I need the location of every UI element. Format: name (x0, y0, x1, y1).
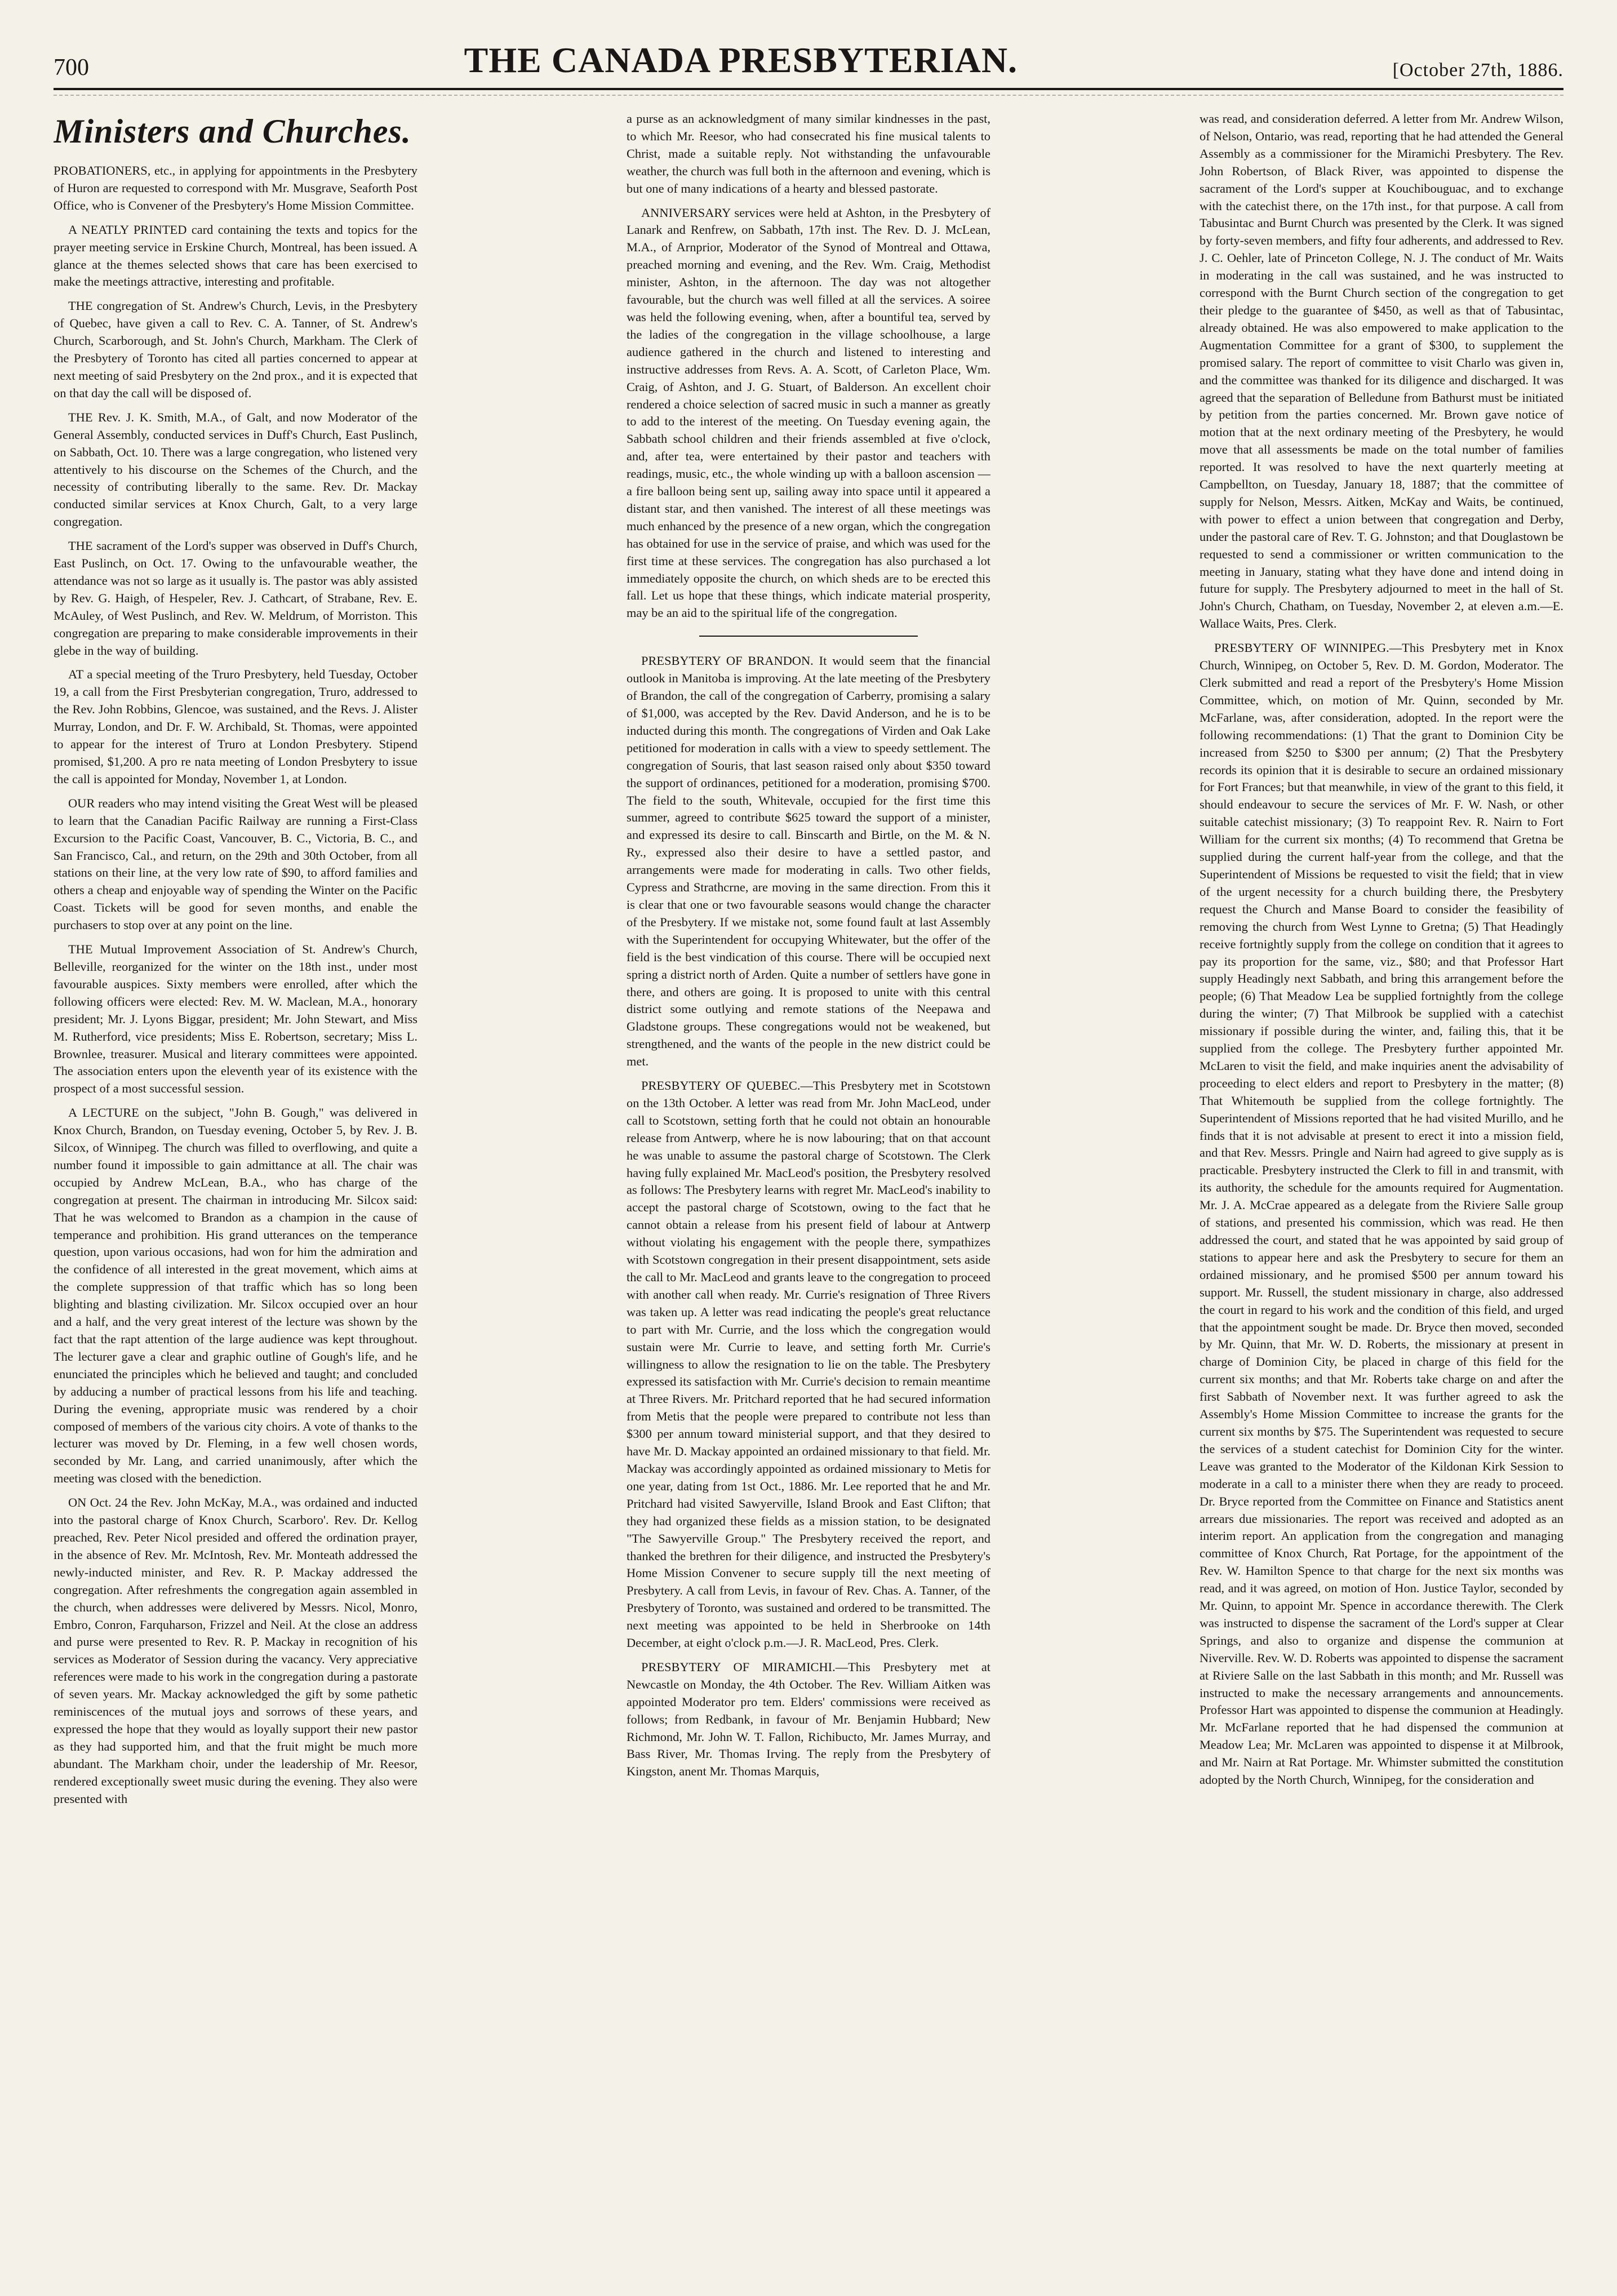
paragraph: THE congregation of St. Andrew's Church, Levis, in the Presbytery of Quebec, have given a call to Rev. C. A. Tanner, of St. Andrew's Church, Scarborough, and St. John's Church, Markham. The Clerk of the Presbytery of Toronto has cited all parties concerned to appear at next meeting of said Presbytery on the 2nd prox., and it is expected that on that day the call will be disposed of. (54, 299, 417, 400)
column-2 (627, 110, 990, 2268)
column-1 (54, 110, 417, 2268)
paragraph: OUR readers who may intend visiting the Great West will be pleased to learn that the Canadian Pacific Railway are running a First-Class Excursion to the Pacific Coast, Vancouver, B. C., Victoria, B. C., and San Francisco, Cal., and return, on the 29th and 30th October, from all stations on their line, at the very low rate of $90, to afford families and others a cheap and enjoyable way of spending the Winter on the Pacific Coast. Tickets will be good for seven months, and enable the purchasers to stop over at any point on the line. (54, 796, 417, 932)
paragraph: THE Rev. J. K. Smith, M.A., of Galt, and now Moderator of the General Assembly, conducted services in Duff's Church, East Puslinch, on Sabbath, Oct. 10. There was a large congregation, who listened very attentively to his discourse on the Schemes of the Church, and the necessity of contributing liberally to the same. Rev. Dr. Mackay conducted similar services at Knox Church, Galt, to a very large congregation. (54, 410, 417, 529)
paragraph: ON Oct. 24 the Rev. John McKay, M.A., was ordained and inducted into the pastoral charge of Knox Church, Scarboro'. Rev. Dr. Kellog preached, Rev. Peter Nicol presided and offered the ordination prayer, in the absence of Rev. Mr. McIntosh, Rev. Mr. Monteath addressed the newly-inducted minister, and Rev. R. P. Mackay addressed the congregation. After refreshments the congregation again assembled in the church, when addresses were delivered by Messrs. Nicol, Monro, Embro, Conron, Farquharson, Frizzel and Neil. At the close an address and purse were presented to Rev. R. P. Mackay in recognition of his services as Moderator of Session during the vacancy. Very appreciative references were made to his work in the congregation during a pastorate of seven years. Mr. Mackay acknowledged the gift by some pathetic reminiscences of the mutual joys and sorrows of these years, and expressed the hope that they would as loyally support their new pastor as they had supported him, and that the fruit might be much more abundant. The Markham choir, under the leadership of Mr. Reesor, rendered exceptionally sweet music during the evening. They also were presented with (54, 1495, 417, 1806)
paragraph: PROBATIONERS, etc., in applying for appointments in the Presbytery of Huron are requested to correspond with Mr. Musgrave, Seaforth Post Office, who is Convener of the Presbytery's Home Mission Committee. (54, 163, 417, 212)
paragraph: PRESBYTERY OF BRANDON. It would seem that the financial outlook in Manitoba is improving. At the late meeting of the Presbytery of Brandon, the call of the congregation of Carberry, promising a salary of $1,000, was accepted by the Rev. David Anderson, and he is to be inducted during this month. The congregations of Virden and Oak Lake petitioned for moderation in calls with a view to speedy settlement. The congregation of Souris, that last season raised only about $350 toward the support of ordinances, petitioned for a moderation, promising $700. The field to the south, Whitevale, occupied for the first time this summer, agreed to contribute $625 toward the support of a minister, and expressed its desire to call. Binscarth and Birtle, on the M. & N. Ry., expressed also their desire to have a settled pastor, and arrangements were made for moderating in calls. Two other fields, Cypress and Strathcrne, are moving in the same direction. From this it is clear that one or two favourable seasons would change the character of the Presbytery. If we mistake not, some found fault at last Assembly with the Superintendent for occupying Whitewater, but the offer of the field is the best vindication of this course. There will be occupied next spring a district north of Arden. Quite a number of settlers have gone in there, and others are going. It is proposed to unite with this central district some outlying and remote stations of the Neepawa and Gladstone groups. These congregations would not be weakened, but strengthened, and the wants of the people in the new district could be met. (627, 654, 990, 1069)
journal-title: THE CANADA PRESBYTERIAN. (464, 40, 1018, 80)
page-header (54, 39, 1563, 81)
paragraph: THE Mutual Improvement Association of St. Andrew's Church, Belleville, reorganized for the winter on the 18th inst., under most favourable auspices. Sixty members were enrolled, after which the following officers were elected: Rev. M. W. Maclean, M.A., honorary president; Mr. J. Lyons Biggar, president; Mr. John Stewart, and Miss M. Rutherford, vice presidents; Miss E. Robertson, secretary; Miss L. Brownlee, treasurer. Musical and literary committees were appointed. The association enters upon the eleventh year of its existence with the prospect of a most successful session. (54, 942, 417, 1096)
paragraph: a purse as an acknowledgment of many similar kindnesses in the past, to which Mr. Reesor, who had consecrated his fine musical talents to Christ, made a suitable reply. Not withstanding the unfavourable weather, the church was full both in the afternoon and evening, which is but one of many indications of a hearty and blessed pastorate. (627, 112, 990, 196)
column-3 (1200, 110, 1563, 2268)
issue-date: [October 27th, 1886. (1392, 60, 1563, 81)
paragraph: was read, and consideration deferred. A letter from Mr. Andrew Wilson, of Nelson, Ontario, was read, reporting that he had attended the General Assembly as a commissioner for the Miramichi Presbytery. The Rev. John Robertson, of Black River, was appointed to dispense the sacrament of the Lord's supper at Kouchibouguac, and to exchange with the catechist there, on the 17th inst., for that purpose. A call from Tabusintac and Burnt Church was presented by the Clerk. It was signed by forty-seven members, and fifty four adherents, and addressed to Rev. J. C. Oehler, late of Princeton College, N. J. The conduct of Mr. Waits in moderating in the call was sustained, and he was instructed to correspond with the Burnt Church section of the congregation to get their pledge to the guarantee of $450, as well as that of Tabusintac, already obtained. He was also empowered to make application to the Augmentation Committee for a grant of $300, to supplement the promised salary. The report of committee to visit Charlo was given in, and the committee was thanked for its diligence and discharged. It was agreed that the separation of Belledune from Bathurst must be initiated by petition from the parties concerned. Mr. Brown gave notice of motion that at the next ordinary meeting of the Presbytery, he would move that all assessments be made on the total number of families reported. It was resolved to have the next quarterly meeting at Campbellton, on Tuesday, January 18, 1887; that the committee of supply for Nelson, Messrs. Aitken, McKay and Waits, be continued, with power to effect a union between that congregation and Derby, under the pastoral care of Rev. T. G. Johnston; and that Douglastown be requested to send a commissioner or written communication to the meeting in January, stating what they have done and intend doing in future for supply. The Presbytery adjourned to meet in the hall of St. John's Church, Chatham, on Tuesday, November 2, at eleven a.m.—E. Wallace Waits, Pres. Clerk. (1200, 112, 1563, 631)
paragraph: PRESBYTERY OF WINNIPEG.—This Presbytery met in Knox Church, Winnipeg, on October 5, Rev. D. M. Gordon, Moderator. The Clerk submitted and read a report of the Presbytery's Home Mission Committee, which, on motion of Mr. Quinn, seconded by Mr. McFarlane, was, after consideration, adopted. In the report were the following recommendations: (1) That the grant to Dominion City be increased from $250 to $300 per annum; (2) That the Presbytery records its opinion that it is desirable to secure an ordained missionary for Fort Frances; but that meanwhile, in view of the grant to this field, it should endeavour to secure the services of Mr. F. W. Nash, or other suitable catechist missionary; (3) To reappoint Rev. R. Nairn to Fort William for the current six months; (4) To recommend that Gretna be supplied during the current half-year from the college, and that the Superintendent of Missions be requested to visit the field; that in view of the urgent necessity for a church building there, the Presbytery request the Church and Manse Board to consider the feasibility of removing the church from West Lynne to Gretna; (5) That Headingly receive fortnightly supply from the college on condition that it agrees to pay its proportion for the same, viz., $80; and that Professor Hart supply Headingly next Sabbath, and bring this arrangement before the people; (6) That Meadow Lea be supplied fortnightly from the college during the winter; (7) That Milbrook be supplied with a catechist missionary if possible during the winter, and, failing this, that it be supplied from the college. The Presbytery further appointed Mr. McLaren to visit the field, and make inquiries anent the advisability of proceeding to elect elders and report to Presbytery in the matter; (8) That Whitemouth be supplied from the college fortnightly. The Superintendent of Missions reported that he had visited Murillo, and he finds that it is not advisable at present to erect it into a mission field, and that Rev. Messrs. Pringle and Nairn had agreed to give supply as is practicable. Presbytery instructed the Clerk to fill in and transmit, with its authority, the schedule for the amounts required for Augmentation. Mr. J. A. McCrae appeared as a delegate from the Riviere Salle group of stations, and presented his commission, which was read. He then addressed the court, and stated that he was appointed by said group of stations to appear here and ask the Presbytery to secure for them an ordained missionary, and he promised $500 per annum toward his support. Mr. Russell, the student missionary in charge, also addressed the court in regard to his work and the condition of this field, and urged that the appointment sought be made. Dr. Bryce then moved, seconded by Mr. Quinn, that Mr. W. D. Roberts, the missionary at present in charge of Dominion City, be placed in charge of this field for the current six months; and that Mr. Roberts take charge on and after the first Sabbath of November next. It was further agreed to ask the Assembly's Home Mission Committee to increase the grants for the current six months by $75. The Superintendent was requested to secure the services of a student catechist for Dominion City for the winter. Leave was granted to the Moderator of the Kildonan Kirk Session to moderate in a call to a minister there when they are ready to proceed. Dr. Bryce reported from the Committee on Finance and Statistics anent arrears due missionaries. The report was received and adopted as an interim report. An application from the congregation and managing committee of Knox Church, Rat Portage, for the appointment of the Rev. W. Hamilton Spence to that charge for the next six months was read, and it was agreed, on motion of Hon. Justice Taylor, seconded by Mr. Quinn, to appoint Mr. Spence in accordance therewith. The Clerk was instructed to dispense the sacrament of the Lord's supper at Clear Springs, and also to organize and dispense the communion at Niverville. Rev. W. D. Roberts was appointed to dispense the sacrament at Riviere Salle on the last Sabbath in this month; and Mr. Russell was instructed to make the necessary arrangements and announcements. Professor Hart was appointed to dispense the communion at Headingly. Mr. McFarlane reported that he had dispensed the communion at Meadow Lea; Mr. McLaren was appointed to dispense it at Milbrook, and Mr. Nairn at Rat Portage. Mr. Whimster submitted the constitution adopted by the North Church, Winnipeg, for the consideration and (1200, 641, 1563, 1787)
paragraph: A NEATLY PRINTED card containing the texts and topics for the prayer meeting service in Erskine Church, Montreal, has been issued. A glance at the themes selected shows that care has been exercised to make the meetings attractive, interesting and profitable. (54, 222, 417, 289)
paragraph: ANNIVERSARY services were held at Ashton, in the Presbytery of Lanark and Renfrew, on Sabbath, 17th inst. The Rev. D. J. McLean, M.A., of Arnprior, Moderator of the Synod of Montreal and Ottawa, preached morning and evening, and the Rev. Wm. Craig, Methodist minister, Ashton, in the afternoon. The day was not altogether favourable, but the church was well filled at all the services. A soiree was held the following evening, when, after a bountiful tea, served by the ladies of the congregation in the village schoolhouse, a large audience gathered in the church and listened to interesting and instructive addresses from Revs. A. A. Scott, of Carleton Place, Wm. Craig, of Ashton, and J. G. Stuart, of Balderson. An excellent choir rendered a choice selection of sacred music in such a manner as greatly to add to the interest of the meeting. On Tuesday evening again, the Sabbath school children and their friends assembled at five o'clock, and, after tea, were entertained by their pastor and teachers with readings, music, etc., the whole winding up with a balloon ascension —a fire balloon being sent up, sailing away into space until it appeared a distant star, and then vanished. The interest of all these meetings was much enhanced by the presence of a new organ, which the congregation has obtained for use in the service of praise, and which was used for the first time at these services. The congregation has also purchased a lot immediately opposite the church, on which sheds are to be erected this fall. Let us hope that these things, which indicate material prosperity, may be an aid to the spiritual life of the congregation. (627, 205, 990, 620)
paragraph: AT a special meeting of the Truro Presbytery, held Tuesday, October 19, a call from the First Presbyterian congregation, Truro, addressed to the Rev. John Robbins, Glencoe, was sustained, and the Revs. J. Alister Murray, London, and Dr. F. W. Archibald, St. Thomas, were appointed to appear for the interest of Truro at London Presbytery. Stipend promised, $1,200. A pro re nata meeting of London Presbytery to issue the call is appointed for Monday, November 1, at London. (54, 667, 417, 786)
page-number: 700 (54, 55, 89, 81)
paragraph: PRESBYTERY OF QUEBEC.—This Presbytery met in Scotstown on the 13th October. A letter was read from Mr. John MacLeod, under call to Scotstown, setting forth that he could not obtain an honourable release from Antwerp, where he is now labouring; that on that account he was unable to assume the pastoral charge of Scotstown. The Clerk having fully explained Mr. MacLeod's position, the Presbytery resolved as follows: The Presbytery learns with regret Mr. MacLeod's inability to accept the pastoral charge of Scotstown, owing to the fact that he cannot obtain a release from his present field of labour at Antwerp without violating his engagement with the people there, sympathizes with Scotstown congregation in their present disappointment, sets aside the call to Mr. MacLeod and grants leave to the congregation to proceed with another call when ready. Mr. Currie's resignation of Three Rivers was taken up. A letter was read indicating the people's great reluctance to part with Mr. Currie, and the loss which the congregation would sustain were Mr. Currie to leave, and setting forth Mr. Currie's willingness to allow the resignation to lie on the table. The Presbytery expressed its satisfaction with Mr. Currie's decision to remain meantime at Three Rivers. Mr. Pritchard reported that he had secured information from Metis that the people were prepared to contribute not less than $300 per annum toward ministerial support, and that they desired to have Mr. D. Mackay appointed an ordained missionary to that field. Mr. Mackay was accordingly appointed as ordained missionary to Metis for one year, dating from 1st Oct., 1886. Mr. Lee reported that he and Mr. Pritchard had visited Sawyerville, Island Brook and East Clifton; that they had organized these fields as a mission station, to be designated "The Sawyerville Group." The Presbytery received the report, and thanked the brethren for their diligence, and instructed the Presbytery's Home Mission Convener to secure supply till the next meeting of Presbytery. A call from Levis, in favour of Rev. Chas. A. Tanner, of the Presbytery of Toronto, was sustained and ordered to be transmitted. The next meeting was appointed to be held in Sherbrooke on 14th December, at eight o'clock p.m.—J. R. MacLeod, Pres. Clerk. (627, 1078, 990, 1650)
article-separator (699, 636, 918, 637)
article-columns (54, 110, 1563, 2268)
paragraph: PRESBYTERY OF MIRAMICHI.—This Presbytery met at Newcastle on Monday, the 4th October. The Rev. William Aitken was appointed Moderator pro tem. Elders' commissions were received as follows; from Redbank, in favour of Mr. Benjamin Hubbard; New Richmond, Mr. John W. T. Fallon, Richibucto, Mr. James Murray, and Bass River, Mr. Thomas Irving. The reply from the Presbytery of Kingston, anent Mr. Thomas Marquis, (627, 1659, 990, 1779)
header-rule (54, 88, 1563, 90)
header-dashed-rule (54, 95, 1563, 96)
paragraph: THE sacrament of the Lord's supper was observed in Duff's Church, East Puslinch, on Oct. 17. Owing to the unfavourable weather, the attendance was not so large as it usually is. The pastor was ably assisted by Rev. G. Haigh, of Hespeler, Rev. J. Cathcart, of Strabane, Rev. E. McAuley, of West Puslinch, and Rev. W. Meldrum, of Morriston. This congregation are preparing to make considerable improvements in their glebe in the way of building. (54, 539, 417, 658)
section-title: Ministers and Churches. (54, 113, 411, 150)
paragraph: A LECTURE on the subject, "John B. Gough," was delivered in Knox Church, Brandon, on Tuesday evening, October 5, by Rev. J. B. Silcox, of Winnipeg. The church was filled to overflowing, and quite a number found it impossible to gain admittance at all. The chair was occupied by Andrew McLean, B.A., who has charge of the congregation at present. The chairman in introducing Mr. Silcox said: That he was welcomed to Brandon as a champion in the cause of temperance and prohibition. His grand utterances on the temperance question, upon various occasions, had won for him the admiration and the confidence of all interested in the great movement, which aims at the complete suppression of that traffic which has so long been blighting and blasting civilization. Mr. Silcox occupied over an hour and a half, and the very great interest of the lecture was shown by the fact that the rapt attention of the large audience was kept throughout. The lecturer gave a clear and graphic outline of Gough's life, and he enunciated the principles which he believed and taught; and concluded by adducing a number of practical lessons from his life and teaching. During the evening, appropriate music was rendered by a choir composed of members of the various city choirs. A vote of thanks to the lecturer was moved by Dr. Fleming, in a few well chosen words, seconded by Mr. Lang, and carried unanimously, after which the meeting was closed with the benediction. (54, 1105, 417, 1486)
